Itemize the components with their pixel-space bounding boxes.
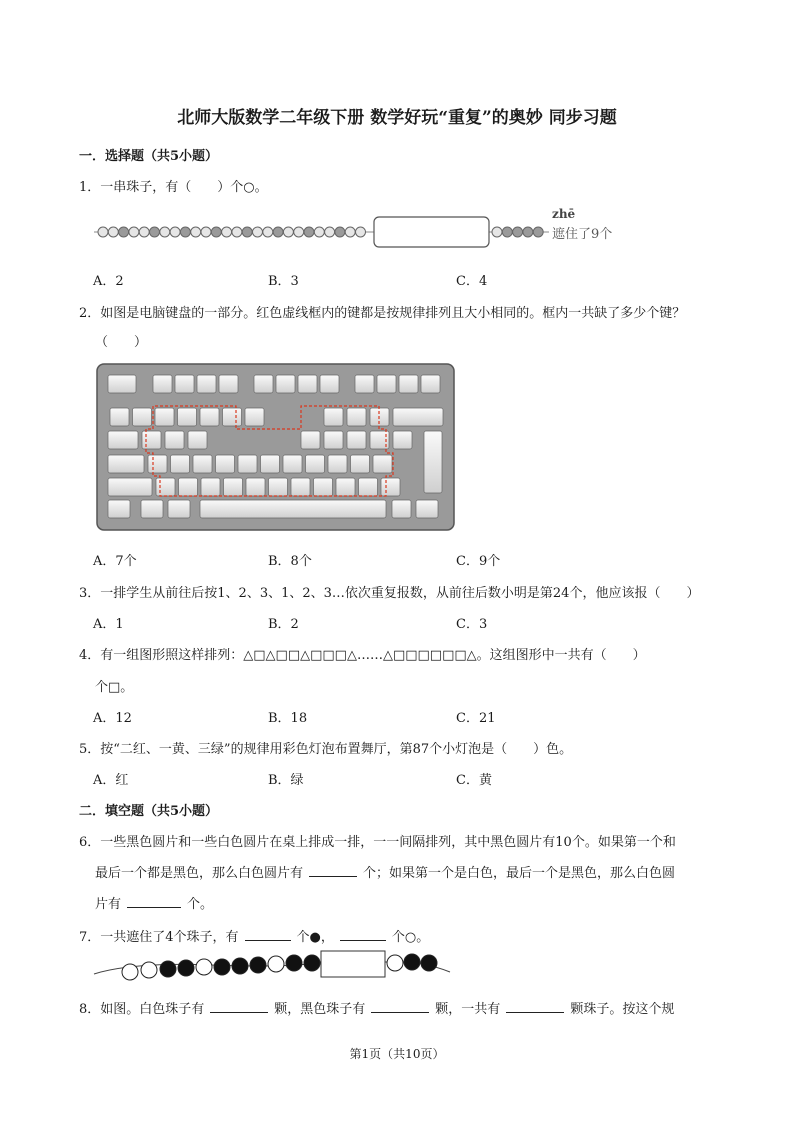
keyboard-key: [108, 478, 152, 496]
keyboard-key: [351, 455, 370, 473]
keyboard-key: [381, 478, 400, 496]
bead: [335, 227, 345, 237]
keyboard-key: [223, 408, 242, 426]
bead: [273, 227, 283, 237]
question-4-text: 4．有一组图形照这样排列：△□△□□△□□□△……△□□□□□□△。这组图形中一共有（ ）: [79, 648, 646, 663]
bead: [178, 960, 194, 976]
bead-cover-box: [374, 217, 489, 247]
q7-text-c: 个○。: [391, 930, 430, 945]
q6-blank-1[interactable]: [309, 864, 357, 877]
bead: [160, 961, 176, 977]
bead: [294, 227, 304, 237]
keyboard-key: [141, 500, 163, 518]
bead: [533, 227, 543, 237]
bead: [119, 227, 129, 237]
keyboard-key: [108, 375, 136, 393]
bead: [139, 227, 149, 237]
keyboard-key: [246, 478, 265, 496]
q7-text-b: 个●，: [296, 930, 334, 945]
q8-text-a: 8．如图。白色珠子有: [79, 1002, 205, 1017]
q7-blank-2[interactable]: [340, 928, 386, 941]
keyboard-key: [314, 478, 333, 496]
keyboard-key: [392, 500, 411, 518]
bead: [250, 957, 266, 973]
keyboard-key: [324, 408, 343, 426]
keyboard-key: [399, 375, 418, 393]
q4-option-c[interactable]: C．21: [456, 711, 496, 726]
keyboard-key: [393, 408, 443, 426]
q6-text-2b: 个；如果第一个是白色，最后一个是黑色，那么白色圆: [363, 866, 676, 881]
q7-text-a: 7．一共遮住了4个珠子，有: [79, 930, 239, 945]
cover-pinyin: zhē: [552, 207, 576, 221]
keyboard-key: [377, 375, 396, 393]
bead: [404, 954, 420, 970]
keyboard-key: [197, 375, 216, 393]
keyboard-key: [142, 431, 161, 449]
keyboard-key: [421, 375, 440, 393]
keyboard-key: [224, 478, 243, 496]
keyboard-key: [269, 478, 288, 496]
q1-option-b[interactable]: B．3: [268, 274, 299, 289]
bead-string-figure: [94, 205, 654, 255]
q1-option-c[interactable]: C．4: [456, 274, 488, 289]
keyboard-key: [276, 375, 295, 393]
keyboard-key: [254, 375, 273, 393]
keyboard-key: [108, 431, 138, 449]
bead: [304, 227, 314, 237]
keyboard-key: [261, 455, 280, 473]
bead: [253, 227, 263, 237]
keyboard-key: [424, 431, 442, 493]
keyboard-key: [320, 375, 339, 393]
keyboard-key: [359, 478, 378, 496]
keyboard-key: [155, 408, 174, 426]
question-6-line2: [95, 862, 675, 881]
section-heading-choice: 一．选择题（共5小题）: [79, 149, 219, 164]
q2-option-c[interactable]: C．9个: [456, 554, 501, 569]
keyboard-key: [355, 375, 374, 393]
bead: [286, 955, 302, 971]
keyboard-key: [238, 455, 257, 473]
keyboard-key: [393, 431, 412, 449]
question-1-text: 1．一串珠子，有（ ）个○。: [79, 180, 268, 195]
bead: [170, 227, 180, 237]
question-6-line3: [95, 893, 213, 912]
q6-blank-2[interactable]: [127, 895, 181, 908]
keyboard-key: [336, 478, 355, 496]
q6-text-3b: 个。: [187, 897, 214, 912]
question-8-text: [79, 998, 674, 1017]
q4-option-b[interactable]: B．18: [268, 711, 308, 726]
question-3-text: 3．一排学生从前往后按1、2、3、1、2、3…依次重复报数，从前往后数小明是第24个，他应该报（ ）: [79, 586, 700, 601]
keyboard-key: [347, 408, 366, 426]
keyboard-key: [110, 408, 129, 426]
cover-label: 遮住了9个: [552, 227, 613, 242]
q3-option-c[interactable]: C．3: [456, 617, 488, 632]
question-5-text: 5．按“二红、一黄、三绿”的规律用彩色灯泡布置舞厅，第87个小灯泡是（ ）色。: [79, 742, 573, 757]
bead: [242, 227, 252, 237]
bead: [268, 956, 284, 972]
bead: [325, 227, 335, 237]
q8-text-c: 颗，一共有: [435, 1002, 501, 1017]
keyboard-key: [245, 408, 264, 426]
keyboard-key: [283, 455, 302, 473]
keyboard-key: [165, 431, 184, 449]
keyboard-key: [108, 500, 130, 518]
keyboard-key: [219, 375, 238, 393]
bead: [180, 227, 190, 237]
bead: [283, 227, 293, 237]
q8-text-d: 颗珠子。按这个规: [570, 1002, 675, 1017]
bead: [387, 955, 403, 971]
question-2-bracket: （ ）: [95, 335, 148, 350]
keyboard-figure: [96, 363, 456, 533]
page-footer: 第1页（共10页）: [349, 1047, 445, 1061]
bead: [314, 227, 324, 237]
bead: [421, 955, 437, 971]
q3-option-a[interactable]: A．1: [93, 617, 124, 632]
keyboard-key: [200, 500, 386, 518]
keyboard-key: [291, 478, 310, 496]
keyboard-key: [179, 478, 198, 496]
question-2-text: 2．如图是电脑键盘的一部分。红色虚线框内的键都是按规律排列且大小相同的。框内一共缺了多少个键？: [79, 306, 686, 321]
bead-cover-box-2: [321, 951, 385, 977]
q1-option-a[interactable]: A．2: [93, 274, 124, 289]
bead: [232, 227, 242, 237]
keyboard-key: [298, 375, 317, 393]
keyboard-key: [153, 375, 172, 393]
bead: [513, 227, 523, 237]
q5-option-a[interactable]: A．红: [93, 773, 129, 788]
q5-option-c[interactable]: C．黄: [456, 773, 492, 788]
bead: [191, 227, 201, 237]
bead: [196, 959, 212, 975]
bead: [222, 227, 232, 237]
keyboard-key: [201, 478, 220, 496]
bead-string-figure-2: [92, 948, 452, 988]
q2-option-a[interactable]: A．7个: [93, 554, 137, 569]
q8-blank-3[interactable]: [506, 1000, 564, 1013]
keyboard-key: [148, 455, 167, 473]
bead: [160, 227, 170, 237]
bead: [214, 959, 230, 975]
bead: [304, 955, 320, 971]
q3-option-b[interactable]: B．2: [268, 617, 299, 632]
page-title: 北师大版数学二年级下册 数学好玩“重复”的奥妙 同步习题: [177, 108, 617, 128]
bead: [345, 227, 355, 237]
q6-text-2a: 最后一个都是黑色，那么白色圆片有: [95, 866, 304, 881]
bead: [492, 227, 502, 237]
keyboard-key: [188, 431, 207, 449]
q8-blank-1[interactable]: [210, 1000, 268, 1013]
keyboard-key: [133, 408, 152, 426]
keyboard-key: [168, 500, 190, 518]
q2-option-b[interactable]: B．8个: [268, 554, 312, 569]
bead: [523, 227, 533, 237]
q8-blank-2[interactable]: [371, 1000, 429, 1013]
keyboard-key: [178, 408, 197, 426]
bead: [122, 964, 138, 980]
bead: [502, 227, 512, 237]
keyboard-key: [175, 375, 194, 393]
keyboard-key: [324, 431, 343, 449]
keyboard-key: [328, 455, 347, 473]
question-4-text-cont: 个□。: [95, 680, 134, 695]
keyboard-key: [416, 500, 438, 518]
q6-text-3a: 片有: [95, 897, 122, 912]
keyboard-key: [306, 455, 325, 473]
q5-option-b[interactable]: B．绿: [268, 773, 304, 788]
bead: [211, 227, 221, 237]
bead: [150, 227, 160, 237]
bead: [129, 227, 139, 237]
section-heading-fill: 二．填空题（共5小题）: [79, 804, 219, 819]
keyboard-key: [347, 431, 366, 449]
keyboard-key: [373, 455, 392, 473]
bead: [98, 227, 108, 237]
keyboard-key: [301, 431, 320, 449]
bead: [263, 227, 273, 237]
keyboard-key: [216, 455, 235, 473]
q4-option-a[interactable]: A．12: [93, 711, 132, 726]
keyboard-key: [108, 455, 144, 473]
question-7-text: [79, 926, 429, 945]
bead: [232, 958, 248, 974]
bead: [141, 962, 157, 978]
keyboard-key: [171, 455, 190, 473]
keyboard-key: [193, 455, 212, 473]
question-6-line1: 6．一些黑色圆片和一些白色圆片在桌上排成一排，一一间隔排列，其中黑色圆片有10个。如果第一个和: [79, 835, 676, 850]
bead: [108, 227, 118, 237]
keyboard-key: [200, 408, 219, 426]
q8-text-b: 颗，黑色珠子有: [274, 1002, 366, 1017]
bead: [201, 227, 211, 237]
keyboard-key: [156, 478, 175, 496]
bead: [356, 227, 366, 237]
q7-blank-1[interactable]: [245, 928, 291, 941]
